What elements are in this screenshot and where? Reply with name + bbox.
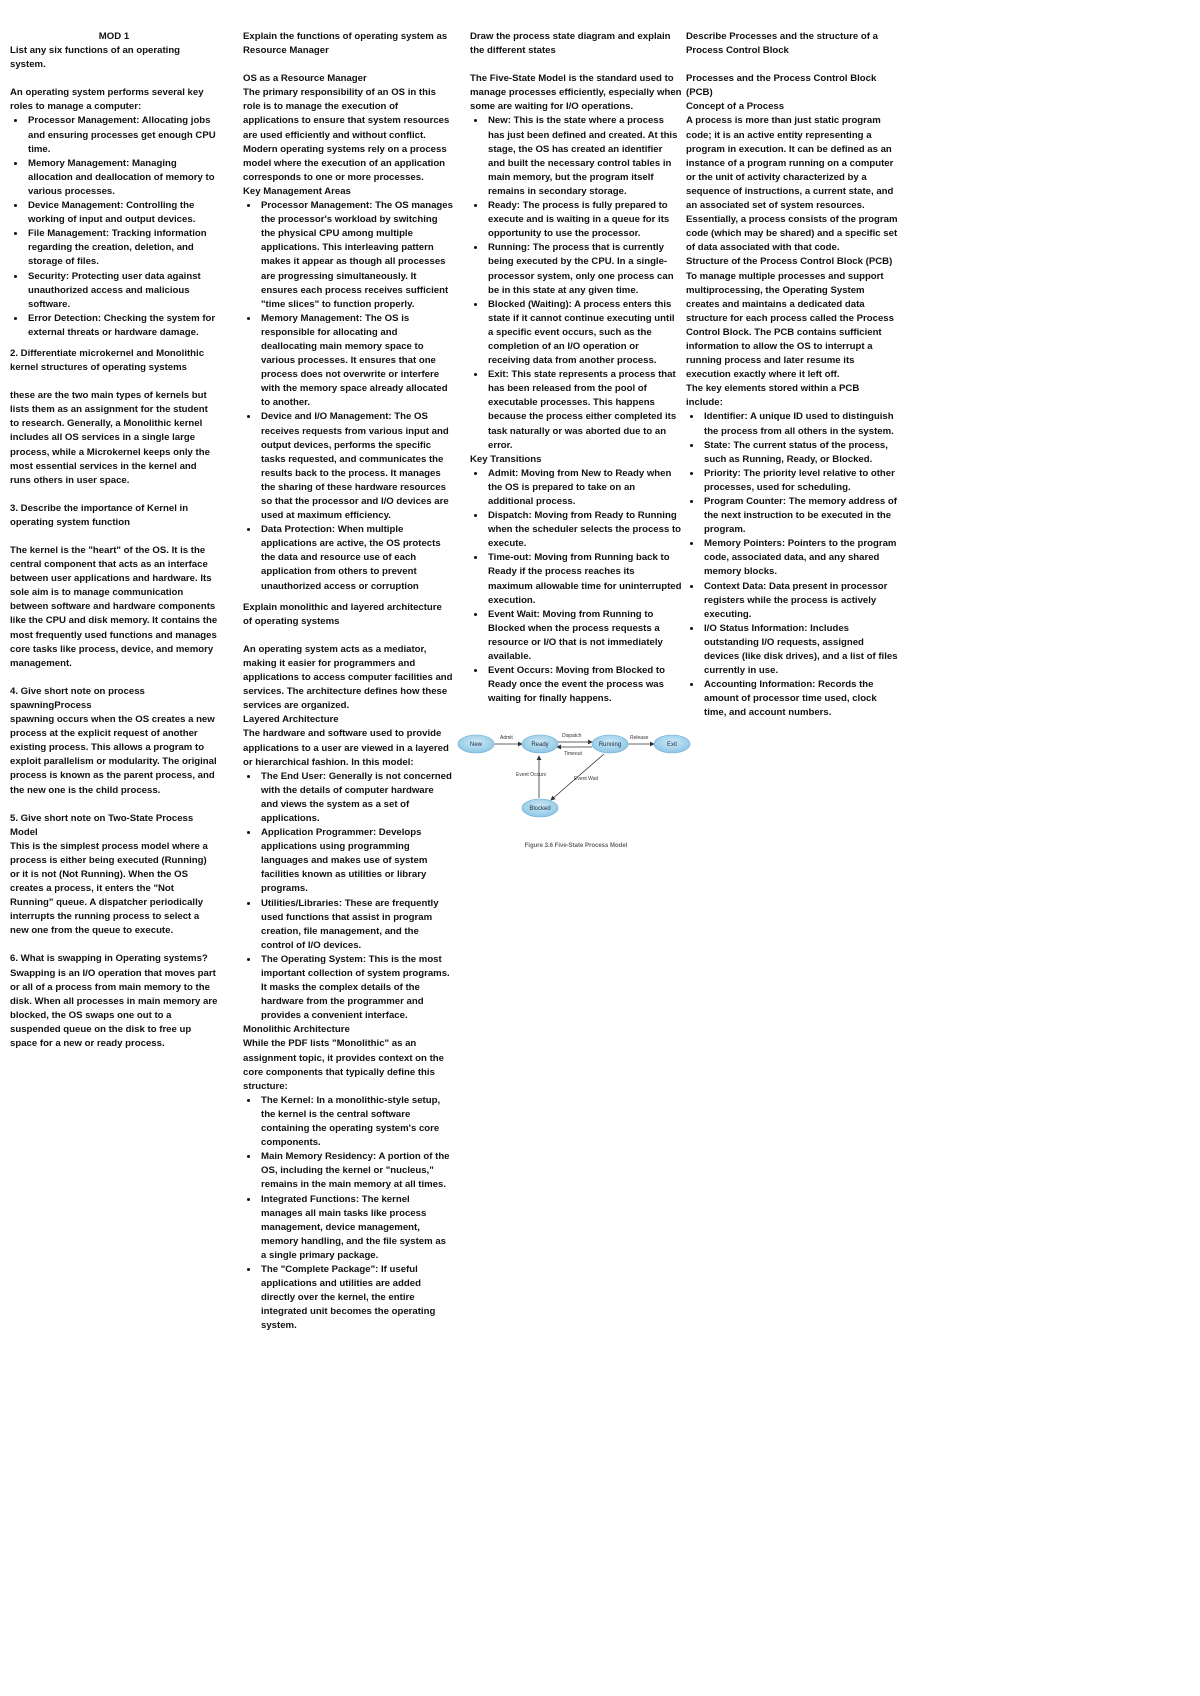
state-diagram-svg [456, 724, 696, 854]
process-concept-body: A process is more than just static program code; it is an active entity representing a program in execution. It can be defined as an instance of a program running on a computer or the unit of activity characterized by a sequence of instructions, a current state, and an associated set of system resources. Essentially, a process consists of the program code (which may be shared) and a specific set of data associated with that code. [686, 115, 898, 254]
list-item: • Dispatch: Moving from Ready to Running when the scheduler selects the process to execute. [486, 509, 682, 551]
list-item: • Exit: This state represents a process that has been released from the pool of executable processes. This happens because the process either completed its task naturally or was aborted due to an error. [486, 368, 682, 453]
list-item: • Device and I/O Management: The OS receives requests from various input and output devices, performs the specific tasks requested, and communicates the results back to the process. It manages the sharing of these hardware resources so that the processor and I/O devices are used at maximum efficiency. [259, 410, 453, 523]
list-item: • Event Occurs: Moving from Blocked to Ready once the event the process was waiting for finally happens. [486, 664, 682, 706]
list-item: • Error Detection: Checking the system for external threats or hardware damage. [26, 312, 218, 340]
pcb-subheading: Processes and the Process Control Block (PCB) [686, 73, 877, 99]
list-item: • Memory Management: The OS is responsible for allocating and deallocating main memory space to various processes. It ensures that one process does not overwrite or interfere with the memory space already allocated to another. [259, 312, 453, 411]
q4-body: spawning occurs when the OS creates a new process at the explicit request of another existing process. This allows a program to exploit parallelism or modularity. The original process is known as the parent process, and the new one is the child process. [10, 714, 217, 796]
transitions-list [470, 467, 682, 707]
pcb-heading: Describe Processes and the structure of a Process Control Block [686, 31, 878, 57]
states-list [470, 114, 682, 452]
process-state-heading: Draw the process state diagram and explain the different states [470, 31, 671, 57]
list-item: • Utilities/Libraries: These are frequently used functions that assist in program creation, file management, and the control of I/O devices. [259, 897, 453, 953]
list-item: • Blocked (Waiting): A process enters this state if it cannot continue executing until a specific event occurs, such as the completion of an I/O operation or receiving data from another process. [486, 298, 682, 368]
q4-heading: 4. Give short note on process spawningProcess [10, 685, 145, 711]
column-4 [686, 30, 898, 721]
list-item: • Processor Management: Allocating jobs and ensuring processes get enough CPU time. [26, 114, 218, 156]
node-label-exit: Exit [666, 742, 678, 749]
list-item: • Priority: The priority level relative to other processes, used for scheduling. [702, 467, 898, 495]
list-item: • State: The current status of the process, such as Running, Ready, or Blocked. [702, 439, 898, 467]
list-item: • Program Counter: The memory address of the next instruction to be executed in the program. [702, 495, 898, 537]
list-item: • Context Data: Data present in processor registers while the process is actively executing. [702, 580, 898, 622]
edge-label-event-occurs: Event Occurs [516, 772, 547, 779]
layered-body: The hardware and software used to provide applications to a user are viewed in a layered or hierarchical fashion. In this model: [243, 728, 449, 768]
list-item: • Event Wait: Moving from Running to Blocked when the process requests a resource or I/O that is not immediately available. [486, 608, 682, 664]
list-item: • File Management: Tracking information regarding the creation, deletion, and storage of files. [26, 227, 218, 269]
pcb-structure-body: To manage multiple processes and support multiprocessing, the Operating System creates and maintains a dedicated data structure for each process called the Process Control Block. The PCB contains sufficient information to allow the OS to interrupt a running process and later resume its execution exactly where it left off. [686, 270, 894, 381]
q2-heading: 2. Differentiate microkernel and Monolithic kernel structures of operating systems [10, 347, 205, 374]
architecture-heading: Explain monolithic and layered architecture of operating systems [243, 601, 442, 627]
list-item: • Main Memory Residency: A portion of the OS, including the kernel or "nucleus," remains in the main memory at all times. [259, 1150, 453, 1192]
resource-manager-intro: The primary responsibility of an OS in this role is to manage the execution of applications to ensure that system resources are used efficiently and without conflict. Modern operating systems rely on a process model where the execution of an application corresponds to one or more processes. [243, 87, 450, 183]
edge-label-release: Release [630, 735, 649, 742]
monolithic-list [243, 1094, 453, 1334]
list-item: • Accounting Information: Records the amount of processor time used, clock time, and account numbers. [702, 678, 898, 720]
resource-manager-subheading: OS as a Resource Manager [243, 73, 367, 85]
list-item: • Application Programmer: Develops applications using programming languages and makes use of system facilities known as utilities or library programs. [259, 826, 453, 896]
edge-label-timeout: Timeout [564, 751, 582, 758]
pcb-elements-list [686, 410, 898, 720]
node-label-running: Running [598, 742, 622, 749]
list-item: • I/O Status Information: Includes outstanding I/O requests, assigned devices (like disk drives), and a list of files currently in use. [702, 622, 898, 678]
transitions-subheading: Key Transitions [470, 453, 542, 465]
edge-label-admit: Admit [500, 735, 513, 742]
q5-body: This is the simplest process model where a process is either being executed (Running) or it is not (Not Running). When the OS creates a process, it enters the "Not Running" queue. A dispatcher periodically interrupts the running process to select a new one from the queue to execute. [10, 840, 208, 937]
list-item: • Memory Management: Managing allocation and deallocation of memory to various processes. [26, 157, 218, 199]
monolithic-body: While the PDF lists "Monolithic" as an assignment topic, it provides context on the core components that typically define this structure: [243, 1038, 444, 1092]
node-label-blocked: Blocked [529, 806, 551, 813]
node-label-ready: Ready [531, 742, 549, 749]
q5-heading: 5. Give short note on Two-State Process Model [10, 812, 194, 838]
q6-heading: 6. What is swapping in Operating systems? [10, 953, 208, 965]
q1-heading: List any six functions of an operating system. [10, 45, 181, 71]
column-1 [10, 30, 218, 1051]
list-item: • Device Management: Controlling the working of input and output devices. [26, 199, 218, 227]
layered-list [243, 770, 453, 1024]
list-item: • Data Protection: When multiple applications are active, the OS protects the data and resource use of each application from others to prevent unauthorized access or corruption [259, 523, 453, 593]
key-areas-subheading: Key Management Areas [243, 185, 351, 197]
list-item: • Admit: Moving from New to Ready when the OS is prepared to take on an additional process. [486, 467, 682, 509]
resource-manager-heading: Explain the functions of operating system as Resource Manager [243, 31, 448, 57]
list-item: • Security: Protecting user data against unauthorized access and malicious software. [26, 270, 218, 312]
column-2 [243, 30, 453, 1333]
diagram-caption: Figure 3.6 Five-State Process Model [524, 843, 628, 850]
node-label-new: New [469, 742, 483, 749]
list-item: • The "Complete Package": If useful applications and utilities are added directly over the kernel, the entire integrated unit becomes the operating system. [259, 1263, 453, 1333]
list-item: • Ready: The process is fully prepared to execute and is waiting in a queue for its opportunity to use the processor. [486, 199, 682, 241]
list-item: • The End User: Generally is not concerned with the details of computer hardware and views the system as a set of applications. [259, 770, 453, 826]
edge-label-event-wait: Event Wait [574, 776, 598, 783]
list-item: • The Kernel: In a monolithic-style setup, the kernel is the central software containing the operating system's core components. [259, 1094, 453, 1150]
q6-body: Swapping is an I/O operation that moves part or all of a process from main memory to the disk. When all processes in main memory are blocked, the OS swaps one out to a suspended queue on the disk to free up space for a new or ready process. [10, 967, 218, 1049]
architecture-intro: An operating system acts as a mediator, making it easier for programmers and applications to access computer facilities and services. The architecture defines how these services are organized. [243, 643, 453, 712]
q3-heading: 3. Describe the importance of Kernel in operating system function [10, 502, 189, 528]
pcb-structure-subheading: Structure of the Process Control Block (PCB) [686, 256, 893, 268]
layered-subheading: Layered Architecture [243, 714, 339, 726]
list-item: • Processor Management: The OS manages the processor's workload by switching the physical CPU among multiple applications. This interleaving pattern makes it appear as though all processes are progressing simultaneously. It ensures each process receives sufficient "time slices" to function properly. [259, 199, 453, 312]
pcb-elements-intro: The key elements stored within a PCB include: [686, 383, 860, 409]
key-areas-list [243, 199, 453, 594]
monolithic-subheading: Monolithic Architecture [243, 1024, 350, 1036]
q1-list [10, 114, 218, 340]
list-item: • Integrated Functions: The kernel manages all main tasks like process management, device management, memory handling, and the file system as a single primary package. [259, 1193, 453, 1263]
list-item: • Identifier: A unique ID used to distinguish the process from all others in the system. [702, 410, 898, 438]
list-item: • Memory Pointers: Pointers to the program code, associated data, and any shared memory blocks. [702, 537, 898, 579]
list-item: • The Operating System: This is the most important collection of system programs. It masks the complex details of the hardware from the programmer and provides a convenient interface. [259, 953, 453, 1023]
five-state-intro: The Five-State Model is the standard used to manage processes efficiently, especially when some are waiting for I/O operations. [470, 73, 682, 113]
five-state-diagram [456, 724, 696, 854]
doc-title: MOD 1 [98, 31, 130, 42]
list-item: • Running: The process that is currently being executed by the CPU. In a single-processor system, only one process can be in this state at any given time. [486, 241, 682, 297]
edge-label-dispatch: Dispatch [562, 733, 582, 740]
list-item: • Time-out: Moving from Running back to Ready if the process reaches its maximum allowable time for uninterrupted execution. [486, 551, 682, 607]
q3-body: The kernel is the "heart" of the OS. It is the central component that acts as an interface between user applications and hardware. Its sole aim is to manage communication between software and hardware components like the CPU and disk memory. It contains the most frequently used functions and manages core tasks like process, device, and memory management. [10, 545, 218, 669]
process-concept-subheading: Concept of a Process [686, 101, 785, 113]
list-item: • New: This is the state where a process has just been defined and created. At this stage, the OS has created an identifier and built the necessary control tables in main memory, but the program itself remains in secondary storage. [486, 114, 682, 199]
column-3 [470, 30, 682, 854]
q1-intro: An operating system performs several key roles to manage a computer: [10, 87, 204, 113]
q2-body: these are the two main types of kernels but lists them as an assignment for the student to research. Generally, a Monolithic kernel includes all OS services in a single large process, while a Microkernel keeps only the most essential services in the kernel and runs others in user space. [10, 390, 210, 486]
